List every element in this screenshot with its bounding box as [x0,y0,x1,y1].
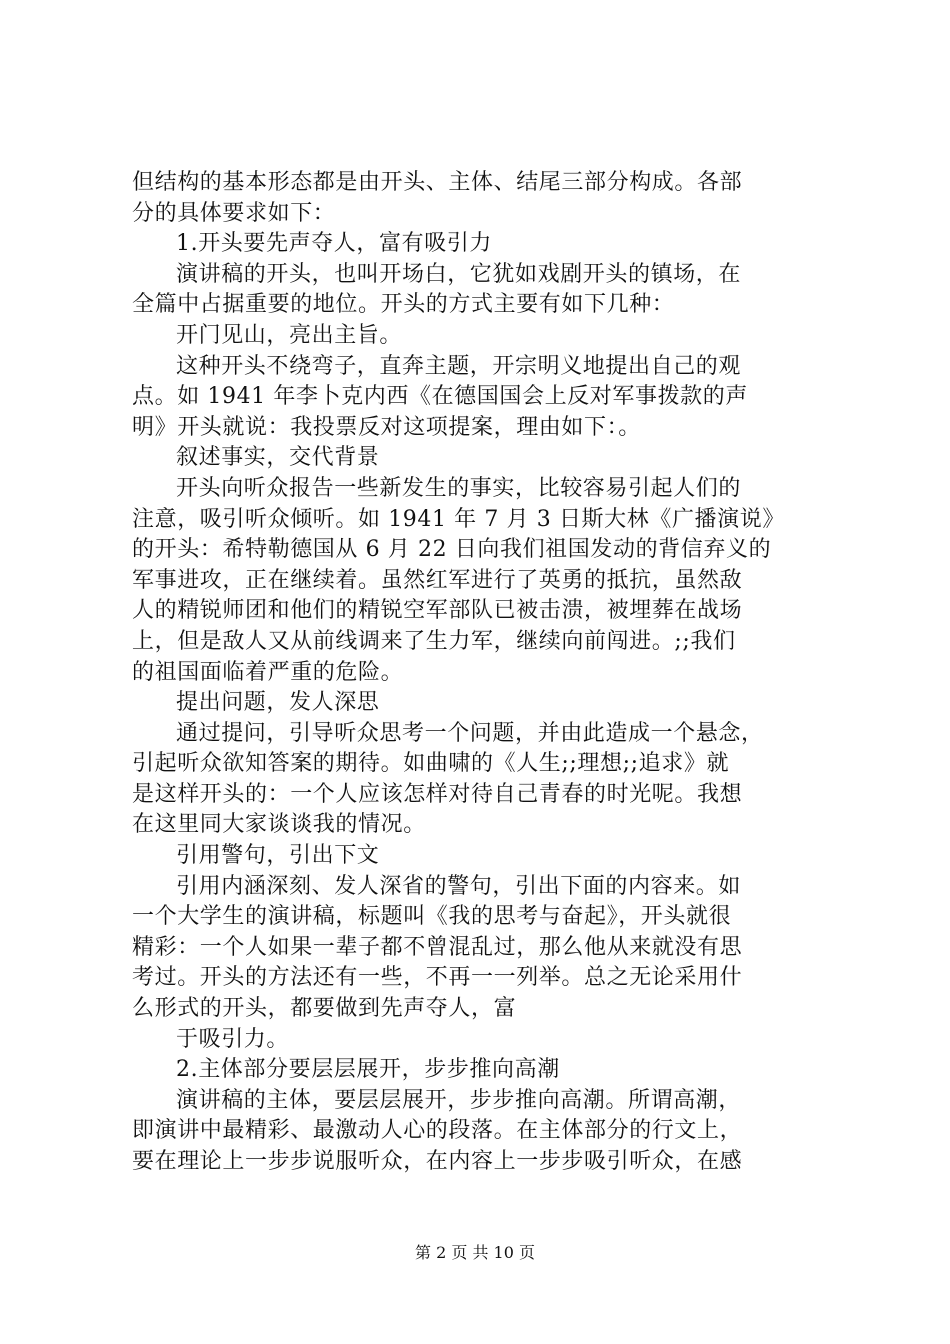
text-line: 提出问题，发人深思 [176,690,380,716]
text-line: 分的具体要求如下： [132,200,336,226]
text-line: 开门见山，亮出主旨。 [176,322,403,348]
text-line: 点。如 1941 年李卜克内西《在德国国会上反对军事拨款的声 [132,384,748,410]
text-line: 注意，吸引听众倾听。如 1941 年 7 月 3 日斯大林《广播演说》 [132,506,785,532]
text-line: 要在理论上一步步说服听众，在内容上一步步吸引听众，在感 [132,1149,743,1174]
text-line: 但结构的基本形态都是由开头、主体、结尾三部分构成。各部 [132,170,743,195]
text-line: 引起听众欲知答案的期待。如曲啸的《人生;;理想;;追求》就 [132,751,730,777]
text-line: 叙述事实，交代背景 [176,445,380,471]
document-body [132,168,832,1178]
text-line: 于吸引力。 [176,1026,290,1052]
text-line: 2.主体部分要层层展开，步步推向高潮 [176,1057,560,1083]
text-line: 开头向听众报告一些新发生的事实，比较容易引起人们的 [176,475,742,501]
text-line: 1.开头要先声夺人，富有吸引力 [176,231,492,257]
text-line: 上，但是敌人又从前线调来了生力军，继续向前闯进。;;我们 [132,628,736,654]
text-line: 全篇中占据重要的地位。开头的方式主要有如下几种： [132,292,675,318]
text-line: 是这样开头的：一个人应该怎样对待自己青春的时光呢。我想 [132,781,743,807]
text-line: 引用内涵深刻、发人深省的警句，引出下面的内容来。如 [176,873,742,899]
text-line: 军事进攻，正在继续着。虽然红军进行了英勇的抵抗，虽然敌 [132,567,743,593]
text-line: 通过提问，引导听众思考一个问题，并由此造成一个悬念， [176,720,764,746]
text-line: 演讲稿的开头，也叫开场白，它犹如戏剧开头的镇场，在 [176,261,742,287]
text-line: 考过。开头的方法还有一些，不再一一列举。总之无论采用什 [132,965,743,991]
text-line: 的开头：希特勒德国从 6 月 22 日向我们祖国发动的背信弃义的 [132,537,772,563]
text-line: 这种开头不绕弯子，直奔主题，开宗明义地提出自己的观 [176,353,742,379]
text-line: 明》开头就说：我投票反对这项提案，理由如下：。 [132,414,641,440]
text-line: 即演讲中最精彩、最激动人心的段落。在主体部分的行文上， [132,1118,743,1144]
text-line: 演讲稿的主体，要层层展开，步步推向高潮。所谓高潮， [176,1087,742,1113]
text-line: 人的精锐师团和他们的精锐空军部队已被击溃，被埋葬在战场 [132,598,743,624]
text-line: 么形式的开头，都要做到先声夺人，富 [132,996,517,1022]
text-line: 引用警句，引出下文 [176,843,380,869]
text-line: 的祖国面临着严重的危险。 [132,659,404,685]
text-line: 精彩：一个人如果一辈子都不曾混乱过，那么他从来就没有思 [132,934,743,960]
text-line: 一个大学生的演讲稿，标题叫《我的思考与奋起》，开头就很 [132,904,732,930]
text-line: 在这里同大家谈谈我的情况。 [132,812,426,838]
page-footer: 第 2 页 共 10 页 [415,1243,535,1262]
